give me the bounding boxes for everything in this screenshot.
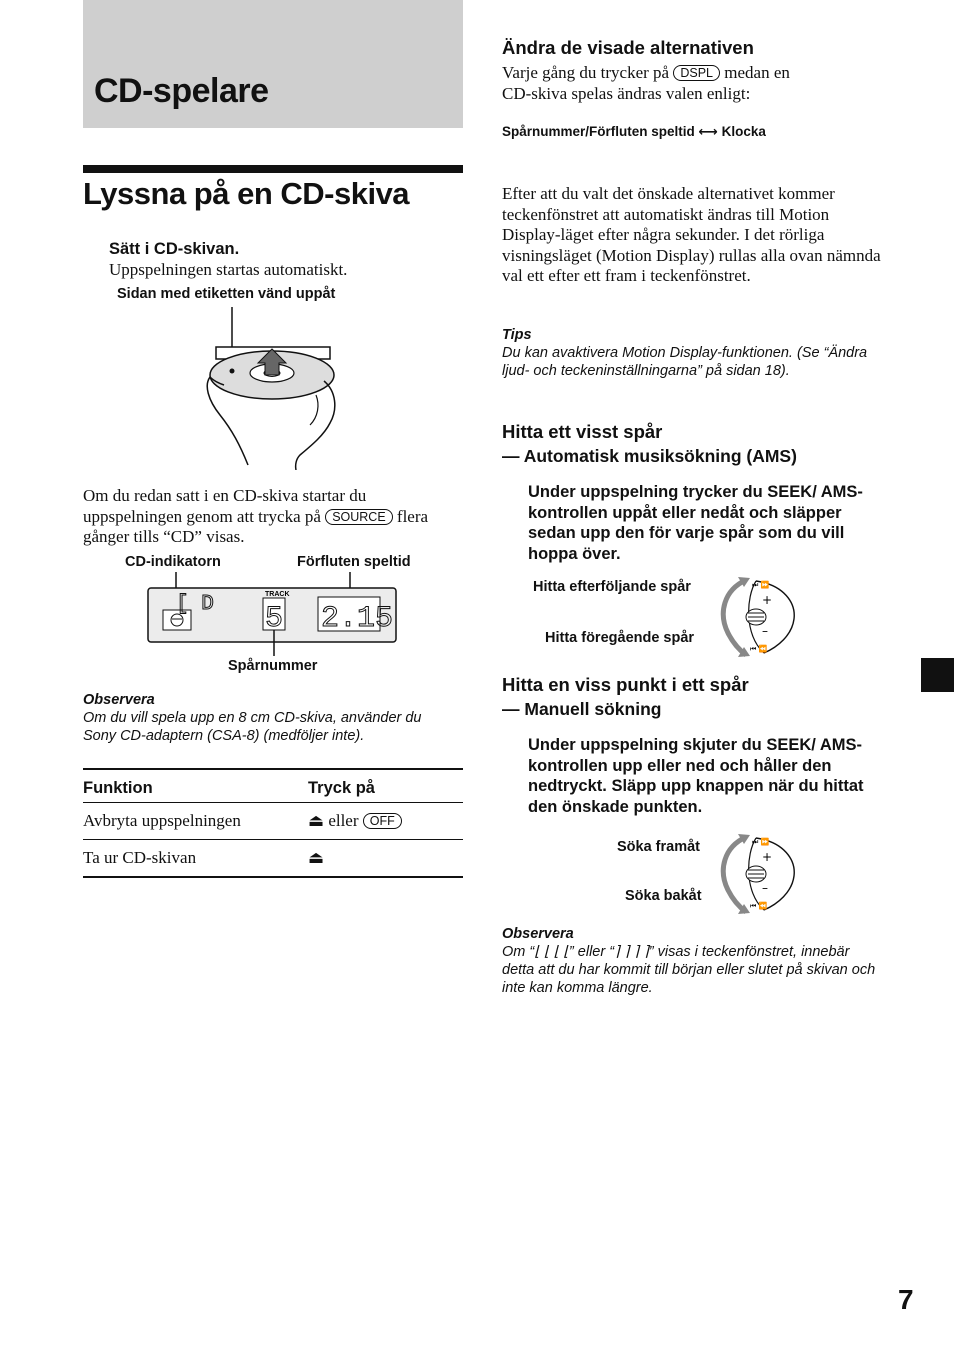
svg-text:–: – [762, 624, 768, 638]
svg-text:⏮ ⏪: ⏮ ⏪ [750, 645, 768, 653]
dspl-key: DSPL [673, 65, 720, 81]
svg-text:5: 5 [265, 602, 284, 636]
change-line2: CD-skiva spelas ändras valen enligt: [502, 84, 751, 103]
off-key: OFF [363, 813, 402, 829]
table-row [83, 840, 463, 878]
source-paragraph: Om du redan satt i en CD-skiva startar du uppspelningen genom att trycka på SOURCE flera gånger tills “CD” visas. [83, 486, 429, 546]
label-track-number: Spårnummer [228, 658, 318, 674]
svg-text:⏭ ⏩: ⏭ ⏩ [752, 838, 770, 846]
table-header-press: Tryck på [308, 769, 463, 803]
title-band [83, 0, 463, 128]
display-diagram [146, 572, 398, 658]
page-title: CD-spelare [94, 72, 269, 110]
label-next-track: Hitta efterföljande spår [533, 579, 691, 595]
note-text-left: Om du vill spela upp en 8 cm CD-skiva, använder du Sony CD-adaptern (CSA-8) (medföljer inte). [83, 710, 422, 744]
source-key: SOURCE [325, 509, 392, 525]
point-step: Under uppspelning skjuter du SEEK/ AMS-kontrollen upp eller ned och håller den nedtryckt. Släpp upp knappen när du hittat den önskade punkten. [528, 736, 864, 816]
point-heading: Hitta en viss punkt i ett spår [502, 674, 749, 695]
page-number: 7 [898, 1284, 914, 1315]
track-step: Under uppspelning trycker du SEEK/ AMS-kontrollen uppåt eller nedåt och släpper sedan upp den för varje spår som du vill hoppa över. [528, 483, 863, 563]
table-header-function: Funktion [83, 769, 308, 803]
eject-icon: ⏏ [308, 848, 325, 868]
point-subheading: — Manuell sökning [502, 699, 662, 719]
track-subheading: — Automatisk musiksökning (AMS) [502, 446, 797, 466]
section-title: Lyssna på en CD-skiva [83, 176, 410, 211]
note-text-right: Om “⌊ ⌊ ⌊ ⌊” eller “⌉ ⌉ ⌉ ⌉” visas i teckenfönstret, innebär detta att du har kommit till början eller slutet på skivan och inte kan komma längre. [502, 944, 876, 996]
svg-text:⏮ ⏪: ⏮ ⏪ [750, 902, 768, 910]
label-seek-forward: Söka framåt [617, 839, 701, 855]
step-text: Uppspelningen startas automatiskt. [109, 260, 348, 279]
svg-text:2.15: 2.15 [321, 602, 394, 636]
display-sequence: Spårnummer/Förfluten speltid ⟷ Klocka [502, 124, 766, 140]
note-title-right: Observera [502, 926, 574, 942]
disc-label: Sidan med etiketten vänd uppåt [117, 286, 336, 302]
svg-text:+: + [762, 593, 773, 607]
label-elapsed-time: Förfluten speltid [297, 554, 411, 570]
table-cell-function: Avbryta uppspelningen [83, 803, 308, 840]
note-title-left: Observera [83, 692, 155, 708]
eject-icon: ⏏ [308, 811, 325, 831]
label-cd-indicator: CD-indikatorn [125, 554, 221, 570]
function-table [83, 768, 463, 878]
table-cell-press: ⏏ eller OFF [308, 803, 463, 840]
tips-title: Tips [502, 327, 532, 343]
seek-manual-control-diagram [716, 832, 800, 916]
track-tag: TRACK [265, 591, 290, 598]
track-heading: Hitta ett visst spår [502, 421, 663, 442]
table-row [83, 803, 463, 840]
change-line1: Varje gång du trycker på DSPL medan en [502, 63, 790, 82]
label-prev-track: Hitta föregående spår [545, 630, 695, 646]
svg-text:+: + [762, 850, 773, 864]
section-rule [83, 165, 463, 173]
chapter-edge-tab [921, 658, 954, 692]
change-heading: Ändra de visade alternativen [502, 37, 754, 58]
tips-text: Du kan avaktivera Motion Display-funktionen. (Se “Ändra ljud- och teckeninställningarna” på sidan 18). [502, 345, 868, 379]
svg-text:[ D: [ D [176, 593, 214, 616]
svg-text:⏭ ⏩: ⏭ ⏩ [752, 581, 770, 589]
double-arrow-icon: ⟷ [698, 124, 718, 140]
table-cell-function: Ta ur CD-skivan [83, 840, 308, 878]
step-heading: Sätt i CD-skivan. [109, 240, 240, 258]
seek-ams-control-diagram [716, 575, 800, 659]
disc-insert-illustration [200, 305, 350, 470]
label-seek-backward: Söka bakåt [625, 888, 702, 904]
motion-display-paragraph: Efter att du valt det önskade alternativet kommer teckenfönstret att automatiskt ändras till Motion Display-läget efter några sekunder. I det rörliga visningsläget (Motion Display) rullas alla ovan nämnda val ett efter ett fram i teckenfönstret. [502, 184, 881, 285]
table-cell-press [308, 840, 463, 878]
svg-text:–: – [762, 881, 768, 895]
